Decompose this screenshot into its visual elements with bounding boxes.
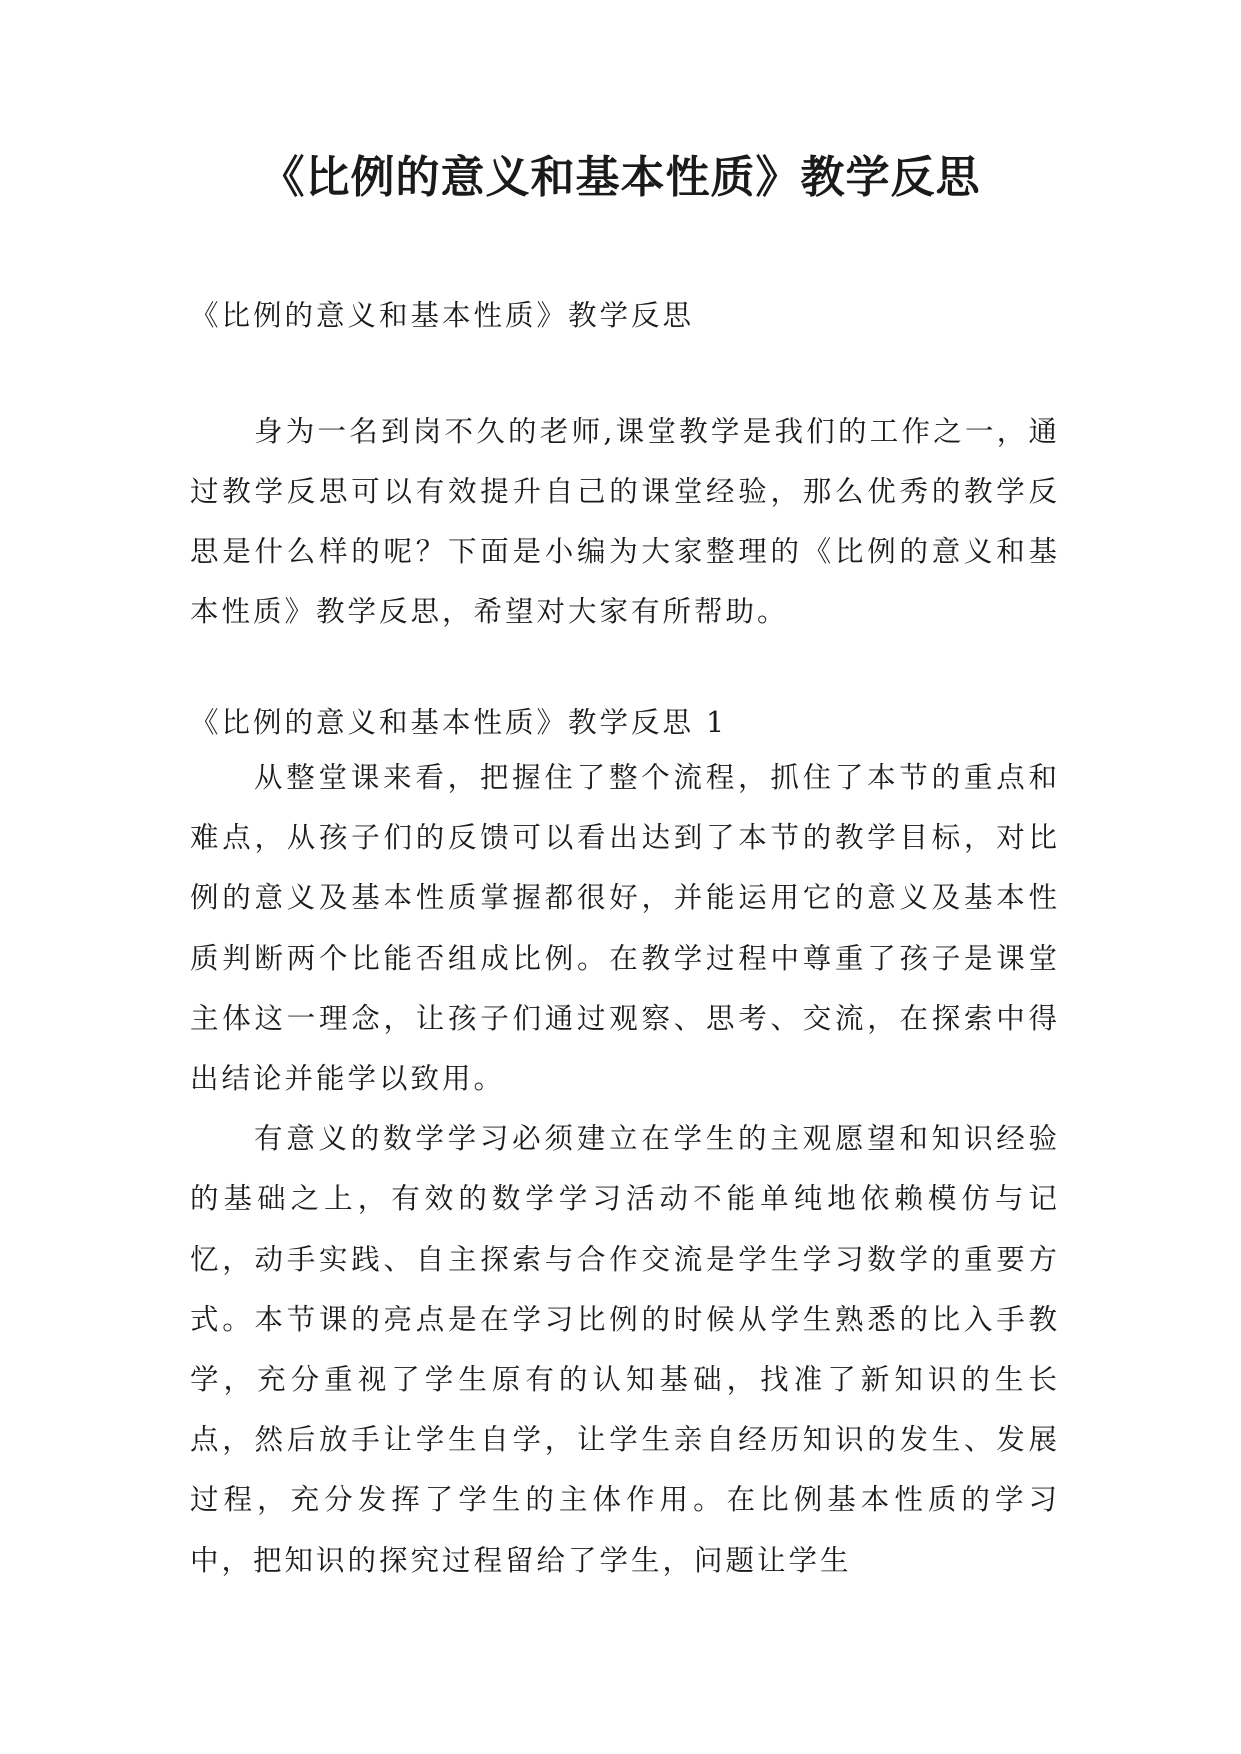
section-body — [190, 748, 1060, 1591]
intro-paragraph: 身为一名到岗不久的老师,课堂教学是我们的工作之一，通过教学反思可以有效提升自己的课堂经验，那么优秀的教学反思是什么样的呢？下面是小编为大家整理的《比例的意义和基本性质》教学反思，希望对大家有所帮助。 — [190, 415, 1060, 628]
body-paragraph: 有意义的数学学习必须建立在学生的主观愿望和知识经验的基础之上，有效的数学学习活动不能单纯地依赖模仿与记忆，动手实践、自主探索与合作交流是学生学习数学的重要方式。本节课的亮点是在学习比例的时候从学生熟悉的比入手教学，充分重视了学生原有的认知基础，找准了新知识的生长点，然后放手让学生自学，让学生亲自经历知识的发生、发展过程，充分发挥了学生的主体作用。在比例基本性质的学习中，把知识的探究过程留给了学生，问题让学生 — [190, 1122, 1060, 1577]
section-heading: 《比例的意义和基本性质》教学反思 1 — [190, 706, 728, 739]
document-subtitle: 《比例的意义和基本性质》教学反思 — [190, 299, 695, 332]
document-title: 《比例的意义和基本性质》教学反思 — [260, 152, 981, 203]
body-paragraph: 从整堂课来看，把握住了整个流程，抓住了本节的重点和难点，从孩子们的反馈可以看出达到了本节的教学目标，对比例的意义及基本性质掌握都很好，并能运用它的意义及基本性质判断两个比能否组成比例。在教学过程中尊重了孩子是课堂主体这一理念，让孩子们通过观察、思考、交流，在探索中得出结论并能学以致用。 — [190, 761, 1060, 1096]
